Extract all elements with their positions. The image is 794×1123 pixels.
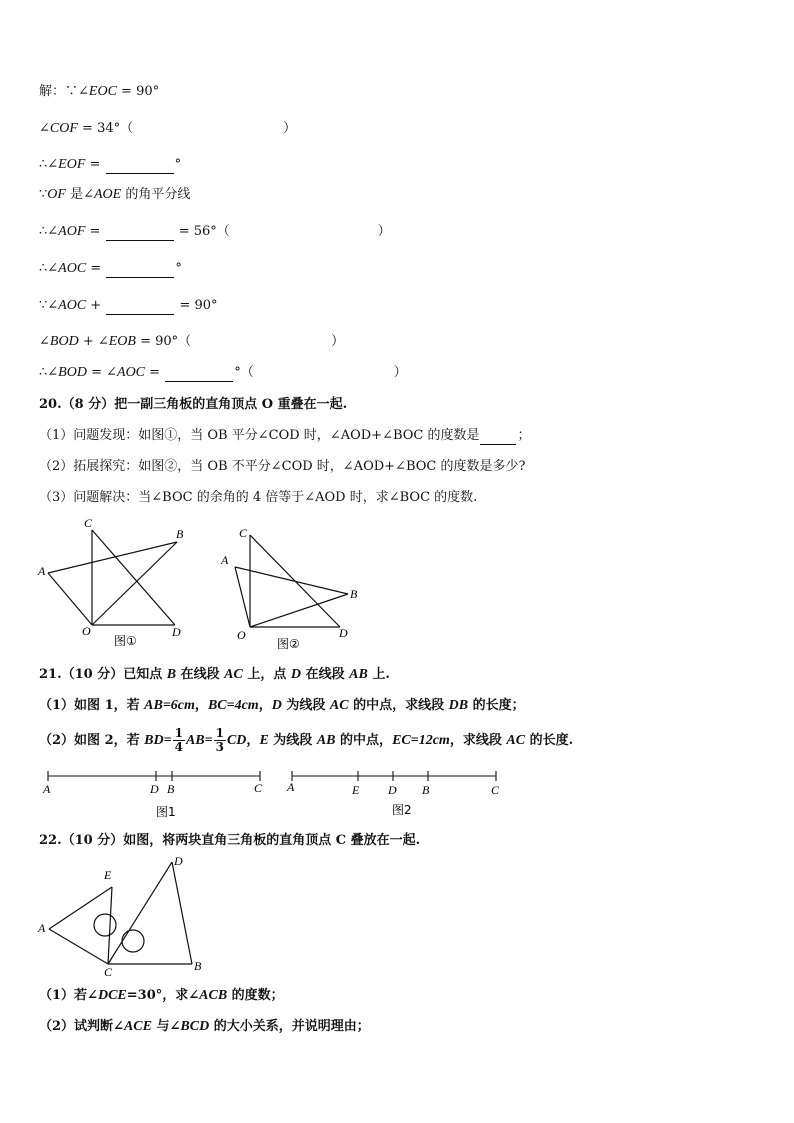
- q21-var: B: [166, 667, 177, 682]
- label-d: D: [150, 782, 159, 796]
- q21-var: BC=4cm: [207, 698, 259, 713]
- proof-angle: AOF: [58, 224, 86, 239]
- q22-var: ACB: [199, 988, 228, 1003]
- proof-text: ）: [283, 121, 297, 136]
- proof-text: ∠: [39, 334, 50, 349]
- q22-figure: [32, 852, 217, 982]
- q21-part1: [39, 697, 525, 715]
- proof-text: = 90°: [175, 298, 218, 313]
- q21-text: ，: [246, 733, 260, 748]
- figure-caption: 图1: [156, 805, 176, 819]
- q21-var: AB=6cm: [144, 698, 195, 713]
- q21-var: EC=12cm: [392, 733, 450, 748]
- proof-line-9: [39, 364, 407, 382]
- segment-cd: [92, 530, 175, 625]
- proof-angle: OF: [47, 187, 66, 202]
- label-c: C: [254, 781, 263, 795]
- q21-var: BD=: [144, 733, 172, 748]
- proof-line-5: [39, 223, 391, 241]
- figure-caption: 图②: [277, 637, 300, 651]
- proof-text: = 56°（: [174, 224, 230, 239]
- proof-text: ∵∠: [39, 298, 59, 313]
- proof-text: =: [86, 261, 106, 276]
- proof-text: 是∠: [65, 187, 94, 202]
- proof-text: 的角平分线: [121, 187, 191, 202]
- q22-part2: [39, 1018, 370, 1036]
- q21-text: 在线段: [301, 667, 350, 682]
- q22-text: 与∠: [151, 1019, 181, 1034]
- label-a: A: [43, 782, 51, 796]
- label-c: C: [491, 783, 500, 797]
- q22-var: DCE: [97, 988, 127, 1003]
- q21-var: E: [259, 733, 269, 748]
- proof-angle: EOB: [108, 334, 136, 349]
- q21-var: AC: [224, 667, 243, 682]
- q21-figure-1: [38, 766, 278, 822]
- proof-text: ∠: [39, 121, 50, 136]
- label-b: B: [194, 959, 202, 973]
- answer-blank[interactable]: [106, 159, 174, 174]
- label-c: C: [84, 516, 93, 530]
- proof-text: + ∠: [78, 334, 109, 349]
- q20-title: 20.（8 分）把一副三角板的直角顶点 O 重叠在一起.: [39, 397, 348, 412]
- q21-var: D: [271, 698, 282, 713]
- q20-figure-1: [32, 515, 202, 650]
- label-c: C: [239, 526, 248, 540]
- q21-text: ，: [194, 698, 208, 713]
- q20-part1-text: （1）问题发现：如图①，当 OB 平分∠COD 时，∠AOD+∠BOC 的度数是: [39, 428, 480, 443]
- q20-part1: [39, 427, 531, 445]
- proof-angle: AOC: [58, 261, 87, 276]
- proof-text: °: [175, 261, 182, 276]
- q21-text: 上.: [367, 667, 390, 682]
- q21-text: 的中点，: [335, 733, 393, 748]
- label-d: D: [174, 854, 183, 868]
- figure-caption: 图2: [392, 803, 412, 817]
- q21-text: 21.（10 分）已知点: [39, 667, 167, 682]
- fraction-numerator: 1: [174, 726, 183, 740]
- proof-angle: EOF: [58, 157, 86, 172]
- label-a: A: [38, 564, 46, 578]
- answer-blank[interactable]: [106, 263, 174, 278]
- segment-ec: [108, 887, 112, 964]
- q21-var: D: [290, 667, 302, 682]
- proof-text: = 90°: [116, 84, 160, 99]
- segment-ao: [48, 573, 92, 625]
- proof-text: =: [85, 224, 105, 239]
- q21-text: 为线段: [268, 733, 317, 748]
- label-d: D: [172, 625, 181, 639]
- q21-var: AB=: [185, 733, 213, 748]
- proof-text: ∵: [39, 187, 48, 202]
- segment-ab: [235, 567, 348, 594]
- label-a: A: [221, 553, 229, 567]
- figure-caption: 图①: [114, 634, 137, 648]
- proof-text: =: [85, 157, 105, 172]
- segment-db: [172, 862, 192, 964]
- label-a: A: [287, 780, 295, 794]
- fraction-one-third: [214, 727, 226, 754]
- q21-text: ，: [258, 698, 272, 713]
- q21-part2: [39, 721, 573, 761]
- q22-part1: [39, 987, 284, 1005]
- label-e: E: [104, 868, 112, 882]
- proof-text: = ∠: [86, 365, 118, 380]
- label-c: C: [104, 965, 113, 979]
- q22-title: 22.（10 分）如图，将两块直角三角板的直角顶点 C 叠放在一起.: [39, 833, 421, 848]
- q21-text: 为线段: [281, 698, 330, 713]
- fraction-numerator: 1: [215, 726, 224, 740]
- q21-var: AC: [329, 698, 349, 713]
- segment-ab: [48, 542, 177, 573]
- proof-text: ）: [393, 365, 407, 380]
- q21-text: 在线段: [176, 667, 225, 682]
- q20-figure-2: [215, 515, 365, 653]
- proof-angle: AOC: [58, 298, 87, 313]
- q21-var: CD: [226, 733, 247, 748]
- q21-text: （2）如图 2，若: [39, 733, 145, 748]
- segment-ob: [250, 594, 348, 627]
- label-b: B: [350, 587, 358, 601]
- proof-line-1: [39, 83, 159, 101]
- proof-text: ∴∠: [39, 224, 59, 239]
- proof-line-8: [39, 333, 344, 351]
- q22-text: 的度数；: [227, 988, 284, 1003]
- triangle-hole-1: [94, 914, 116, 936]
- label-a: A: [38, 921, 46, 935]
- proof-text: ）: [331, 334, 345, 349]
- label-e: E: [352, 783, 360, 797]
- fraction-denominator: 3: [215, 740, 224, 754]
- proof-text: ∴∠: [39, 157, 59, 172]
- label-o: O: [82, 624, 91, 638]
- answer-blank[interactable]: [106, 226, 174, 241]
- q21-var: AB: [316, 733, 336, 748]
- q21-var: AC: [506, 733, 526, 748]
- proof-angle: AOE: [93, 187, 122, 202]
- answer-blank[interactable]: [480, 430, 516, 445]
- q21-var: DB: [448, 698, 469, 713]
- q21-text: （1）如图 1，若: [39, 698, 145, 713]
- q20-part1-end: ；: [517, 428, 531, 443]
- proof-angle: BOD: [58, 365, 87, 380]
- q20-part3: （3）问题解决：当∠BOC 的余角的 4 倍等于∠AOD 时，求∠BOC 的度数.: [39, 490, 478, 505]
- triangle-hole-2: [122, 930, 144, 952]
- proof-line-7: [39, 297, 218, 315]
- label-d: D: [388, 783, 397, 797]
- q21-text: ，求线段: [449, 733, 507, 748]
- label-b: B: [422, 783, 430, 797]
- q21-text: 的中点，求线段: [348, 698, 449, 713]
- label-o: O: [237, 628, 246, 642]
- q22-text: 的大小关系，并说明理由；: [209, 1019, 370, 1034]
- proof-angle: COF: [49, 121, 78, 136]
- answer-blank[interactable]: [106, 300, 174, 315]
- q21-var: AB: [349, 667, 368, 682]
- proof-text: = 90°（: [135, 334, 192, 349]
- segment-ao: [235, 567, 250, 627]
- q21-title: [39, 666, 390, 684]
- proof-text: 解：∵∠: [39, 84, 89, 99]
- segment-ae: [49, 887, 112, 929]
- proof-text: ）: [377, 224, 391, 239]
- fraction-denominator: 4: [174, 740, 183, 754]
- proof-line-6: [39, 260, 182, 278]
- proof-line-4: [39, 186, 190, 204]
- q21-text: 上，点: [242, 667, 291, 682]
- proof-text: °（: [234, 365, 254, 380]
- proof-text: =: [145, 365, 165, 380]
- proof-text: +: [86, 298, 106, 313]
- proof-text: = 34°（: [77, 121, 134, 136]
- q22-text: =30°，求∠: [126, 988, 200, 1003]
- proof-text: ∴∠: [39, 261, 59, 276]
- label-b: B: [167, 782, 175, 796]
- q22-text: （2）试判断∠: [39, 1019, 124, 1034]
- q21-text: 的长度；: [468, 698, 525, 713]
- answer-blank[interactable]: [165, 367, 233, 382]
- q22-text: （1）若∠: [39, 988, 98, 1003]
- q20-part2: （2）拓展探究：如图②，当 OB 不平分∠COD 时，∠AOD+∠BOC 的度数是多少?: [39, 459, 526, 474]
- proof-angle: AOC: [117, 365, 146, 380]
- q22-var: BCD: [180, 1019, 210, 1034]
- q21-text: 的长度.: [525, 733, 574, 748]
- q22-var: ACE: [123, 1019, 152, 1034]
- q21-figure-2: [282, 766, 512, 822]
- proof-line-2: [39, 120, 296, 138]
- proof-text: °: [174, 157, 182, 172]
- label-d: D: [339, 626, 348, 640]
- proof-angle: EOC: [88, 84, 117, 99]
- proof-angle: BOD: [49, 334, 79, 349]
- proof-text: ∴∠: [39, 365, 59, 380]
- proof-line-3: [39, 156, 181, 174]
- fraction-one-quarter: [173, 727, 185, 754]
- label-b: B: [176, 527, 184, 541]
